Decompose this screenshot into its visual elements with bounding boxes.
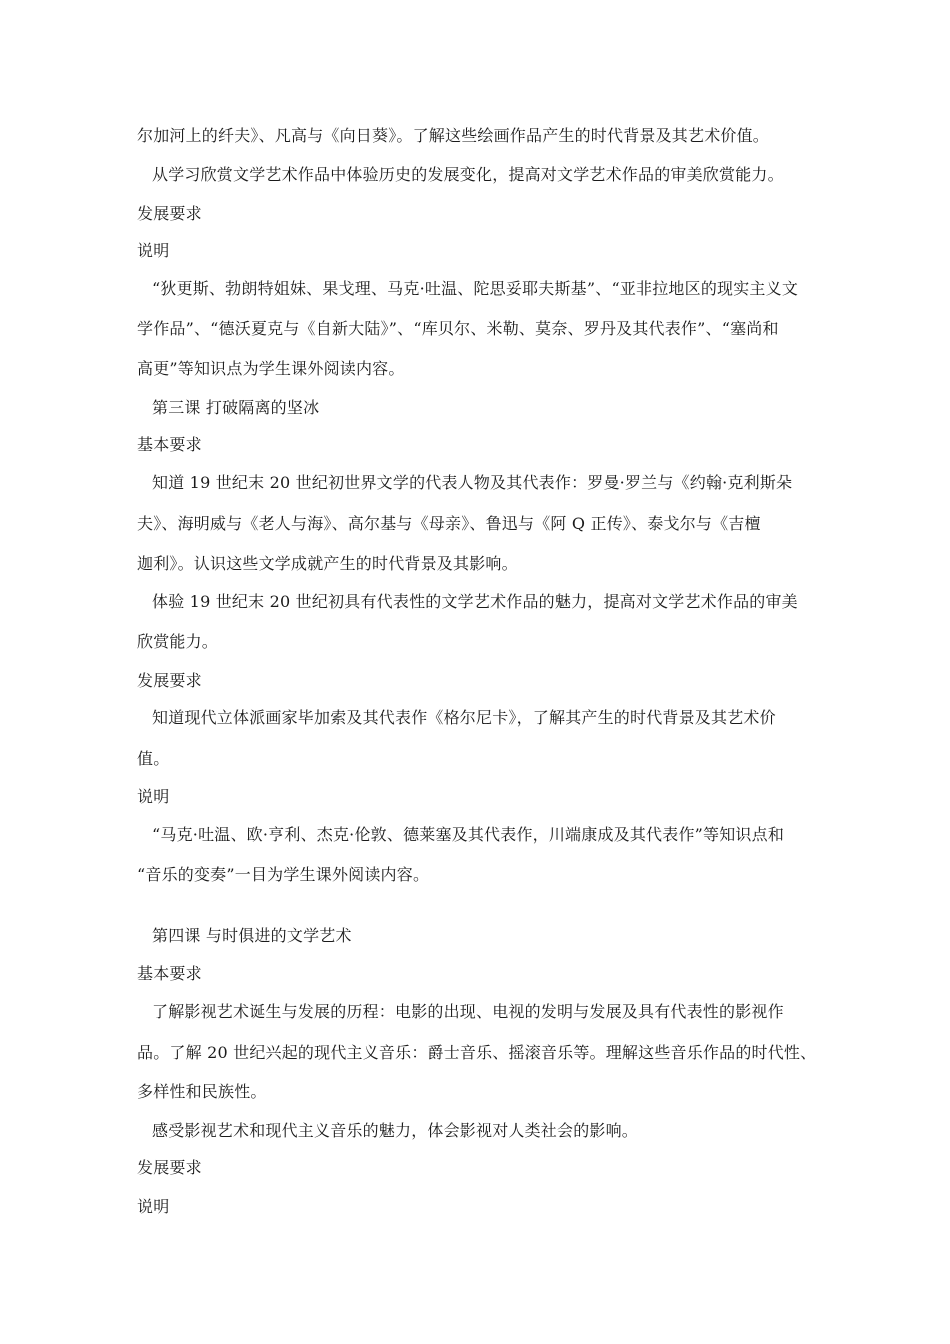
paragraph-line: 夫》、海明威与《老人与海》、高尔基与《母亲》、鲁迅与《阿 Q 正传》、泰戈尔与《吉檀: [137, 514, 761, 533]
section-heading: 说明: [137, 241, 170, 260]
paragraph-line: 迦利》。认识这些文学成就产生的时代背景及其影响。: [137, 554, 518, 573]
paragraph-line: 感受影视艺术和现代主义音乐的魅力，体会影视对人类社会的影响。: [152, 1121, 639, 1140]
paragraph-line: 学作品”、“德沃夏克与《自新大陆》”、“库贝尔、米勒、莫奈、罗丹及其代表作”、“塞尚和: [137, 319, 779, 338]
paragraph-line: 知道 19 世纪末 20 世纪初世界文学的代表人物及其代表作：罗曼·罗兰与《约翰·克利斯朵: [152, 473, 793, 492]
paragraph-line: 品。了解 20 世纪兴起的现代主义音乐：爵士音乐、摇滚音乐等。理解这些音乐作品的时代性、: [137, 1043, 817, 1062]
paragraph-line: 体验 19 世纪末 20 世纪初具有代表性的文学艺术作品的魅力，提高对文学艺术作品的审美: [152, 592, 798, 611]
paragraph-line: “马克·吐温、欧·亨利、杰克·伦敦、德莱塞及其代表作，川端康成及其代表作”等知识点和: [152, 825, 785, 844]
lesson-title: 第四课 与时俱进的文学艺术: [152, 926, 352, 945]
paragraph-line: “音乐的变奏”一目为学生课外阅读内容。: [137, 865, 430, 884]
section-heading: 基本要求: [137, 435, 202, 454]
section-heading: 发展要求: [137, 204, 202, 223]
section-heading: 说明: [137, 1197, 170, 1216]
paragraph-line: 从学习欣赏文学艺术作品中体验历史的发展变化，提高对文学艺术作品的审美欣赏能力。: [152, 165, 784, 184]
section-heading: 基本要求: [137, 964, 202, 983]
paragraph-line: 知道现代立体派画家毕加索及其代表作《格尔尼卡》，了解其产生的时代背景及其艺术价: [152, 708, 776, 727]
paragraph-line: 尔加河上的纤夫》、凡高与《向日葵》。了解这些绘画作品产生的时代背景及其艺术价值。: [137, 126, 770, 145]
section-heading: 发展要求: [137, 1158, 202, 1177]
section-heading: 说明: [137, 787, 170, 806]
section-heading: 发展要求: [137, 671, 202, 690]
lesson-title: 第三课 打破隔离的坚冰: [152, 398, 320, 417]
paragraph-line: 了解影视艺术诞生与发展的历程：电影的出现、电视的发明与发展及具有代表性的影视作: [152, 1002, 784, 1021]
paragraph-line: 高更”等知识点为学生课外阅读内容。: [137, 359, 405, 378]
paragraph-line: 多样性和民族性。: [137, 1082, 267, 1101]
paragraph-line: “狄更斯、勃朗特姐妹、果戈理、马克·吐温、陀思妥耶夫斯基”、“亚非拉地区的现实主义文: [152, 279, 799, 298]
paragraph-line: 欣赏能力。: [137, 632, 219, 651]
paragraph-line: 值。: [137, 749, 170, 768]
